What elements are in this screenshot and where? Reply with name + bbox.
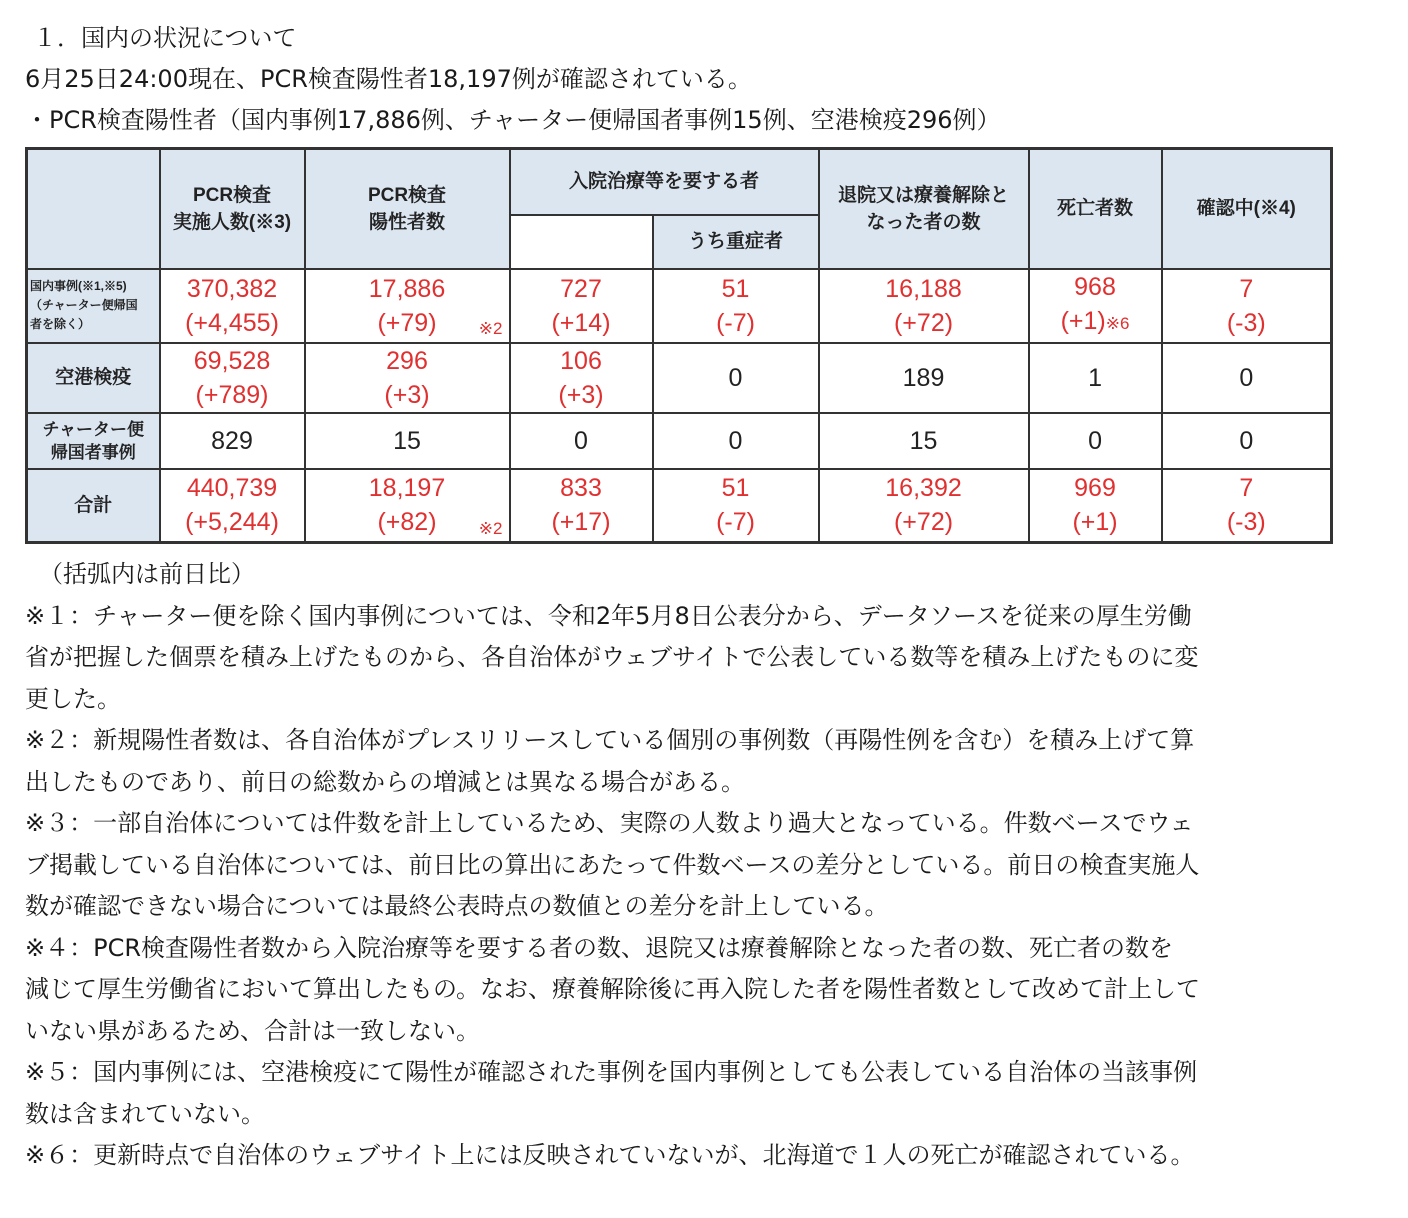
summary-text: 6月25日24:00現在、PCR検査陽性者18,197例が確認されている。 — [25, 65, 752, 93]
row-label-charter — [27, 413, 160, 469]
cell-discharged: 15 — [819, 413, 1029, 469]
cell-positive — [305, 269, 510, 343]
cell-deaths: 1 — [1029, 343, 1162, 413]
row-label-text: 帰国者事例 — [50, 442, 136, 462]
cell-diff: (+4,455) — [185, 308, 279, 337]
note-mark: ※6 — [1105, 314, 1130, 333]
cell-severe: 0 — [653, 413, 819, 469]
cell-severe — [653, 269, 819, 343]
cell-diff: (+3) — [558, 380, 604, 409]
cell-diff: (-3) — [1226, 508, 1266, 537]
breakdown-text: ・PCR検査陽性者（国内事例17,886例、チャーター便帰国者事例15例、空港検疫296例） — [25, 106, 1001, 134]
note-4: いない県があるため、合計は一致しない。 — [25, 1016, 481, 1045]
note-1: 省が把握した個票を積み上げたものから、各自治体がウェブサイトで公表している数等を積み上げたものに変 — [25, 643, 1199, 671]
cell-value: 968 — [1074, 273, 1116, 301]
note-3: ブ掲載している自治体については、前日比の算出にあたって件数ベースの差分としている。前日の検査実施人 — [25, 850, 1200, 879]
note-4: 減じて厚生労働省において算出したもの。なお、療養解除後に再入院した者を陽性者数として改めて計上して — [25, 975, 1201, 1003]
cell-value: 7 — [1239, 274, 1254, 303]
paren-note: （括弧内は前日比） — [39, 560, 255, 588]
notes-section — [25, 554, 1395, 1177]
cell-checking: 0 — [1162, 343, 1332, 413]
note-4: ※４：PCR検査陽性者数から入院治療等を要する者の数、退院又は療養解除となった者の数、死亡者の数を — [25, 933, 1174, 962]
cell-hospitalized — [510, 343, 653, 413]
note-mark: ※2 — [478, 318, 503, 338]
cell-diff: (+789) — [195, 380, 269, 409]
header-severe: うち重症者 — [653, 215, 819, 269]
cell-diff: (-3) — [1226, 308, 1266, 337]
cell-tested — [160, 343, 305, 413]
cell-diff — [1030, 304, 1161, 341]
cell-hospitalized: 0 — [510, 413, 653, 469]
cell-hospitalized — [510, 269, 653, 343]
cell-checking: 0 — [1162, 413, 1332, 469]
cell-diff: (-7) — [716, 308, 755, 337]
cell-value: 440,739 — [186, 474, 278, 503]
row-label-text: （チャーター便帰国 — [30, 298, 138, 312]
row-label-airport: 空港検疫 — [27, 343, 160, 413]
cell-positive: 15 — [305, 413, 510, 469]
row-label-domestic — [27, 269, 160, 343]
cell-diff: (+5,244) — [185, 508, 279, 537]
cell-value: 16,392 — [885, 474, 962, 503]
cell-value: 17,886 — [368, 274, 446, 303]
cell-tested — [160, 469, 305, 543]
cell-value: 51 — [721, 274, 750, 303]
cell-checking — [1162, 469, 1332, 543]
cell-diff: (+82) — [377, 508, 437, 537]
cell-deaths — [1029, 469, 1162, 543]
row-label-text: チャーター便 — [42, 419, 144, 439]
cell-severe: 0 — [653, 343, 819, 413]
cell-tested — [160, 269, 305, 343]
note-2: ※２：新規陽性者数は、各自治体がプレスリリースしている個別の事例数（再陽性例を含む）を積み上げて算 — [25, 726, 1195, 754]
cell-severe — [653, 469, 819, 543]
cell-deaths — [1029, 269, 1162, 343]
cell-value: 51 — [721, 474, 750, 503]
note-3: 数が確認できない場合については最終公表時点の数値との差分を計上している。 — [25, 892, 889, 920]
cell-diff: (+72) — [893, 308, 954, 337]
note-1: ※１：チャーター便を除く国内事例については、令和2年5月8日公表分から、データソースを従来の厚生労働 — [25, 601, 1192, 630]
cell-value: 296 — [386, 346, 428, 375]
header-text: 実施人数(※3) — [172, 211, 292, 233]
note-3: ※３：一部自治体については件数を計上しているため、実際の人数より過大となっている。件数ベースでウェ — [25, 809, 1194, 837]
cell-diff: (+72) — [893, 508, 954, 537]
cell-hospitalized — [510, 469, 653, 543]
cell-value: 370,382 — [186, 274, 278, 303]
table-row-domestic — [27, 269, 1332, 343]
header-discharged — [819, 149, 1029, 269]
note-1: 更した。 — [25, 684, 121, 713]
cell-diff: (+17) — [551, 508, 611, 537]
cell-value: 16,188 — [885, 274, 962, 303]
header-checking: 確認中(※4) — [1162, 149, 1332, 269]
table-row-airport — [27, 343, 1332, 413]
statistics-table — [25, 147, 1333, 544]
cell-value: 969 — [1074, 474, 1116, 503]
header-text: 陽性者数 — [368, 211, 445, 233]
cell-checking — [1162, 269, 1332, 343]
cell-value: 727 — [560, 274, 602, 303]
cell-discharged — [819, 469, 1029, 543]
corner-cell — [27, 149, 160, 269]
cell-diff: (+14) — [551, 308, 611, 337]
header-hospitalized-blank — [510, 215, 653, 269]
cell-value: 833 — [560, 474, 602, 503]
row-label-text: 者を除く） — [30, 317, 91, 331]
header-row-1 — [27, 149, 1332, 215]
cell-discharged — [819, 269, 1029, 343]
header-text: PCR検査 — [367, 184, 447, 206]
header-text: 退院又は療養解除と — [838, 184, 1010, 206]
cell-diff: (+79) — [377, 308, 437, 337]
cell-value: 106 — [560, 346, 602, 375]
cell-positive — [305, 469, 510, 543]
cell-diff: (-7) — [716, 508, 755, 537]
cell-value: 18,197 — [368, 474, 446, 503]
row-label-text: 国内事例(※1,※5) — [30, 279, 127, 293]
note-5: ※５：国内事例には、空港検疫にて陽性が確認された事例を国内事例としても公表している自治体の当該事例 — [25, 1058, 1198, 1086]
section-heading: １．国内の状況について — [33, 24, 297, 52]
header-text: PCR検査 — [192, 184, 272, 206]
cell-value: 69,528 — [193, 346, 271, 375]
cell-value: 7 — [1239, 474, 1254, 503]
header-pcr-positive — [305, 149, 510, 269]
table-row-charter — [27, 413, 1332, 469]
intro-section — [25, 18, 1395, 141]
cell-tested: 829 — [160, 413, 305, 469]
cell-deaths: 0 — [1029, 413, 1162, 469]
note-2: 出したものであり、前日の総数からの増減とは異なる場合がある。 — [25, 767, 745, 796]
header-text: なった者の数 — [866, 211, 981, 233]
row-label-total: 合計 — [27, 469, 160, 543]
table-row-total — [27, 469, 1332, 543]
cell-diff: (+1) — [1072, 508, 1118, 537]
header-hospitalized: 入院治療等を要する者 — [510, 149, 819, 215]
note-mark: ※2 — [478, 518, 503, 538]
cell-discharged: 189 — [819, 343, 1029, 413]
note-5: 数は含まれていない。 — [25, 1099, 265, 1128]
cell-diff-value: (+1) — [1060, 307, 1106, 335]
header-pcr-tested — [160, 149, 305, 269]
cell-diff: (+3) — [384, 380, 430, 409]
header-deaths: 死亡者数 — [1029, 149, 1162, 269]
note-6: ※６：更新時点で自治体のウェブサイト上には反映されていないが、北海道で１人の死亡が確認されている。 — [25, 1141, 1195, 1169]
cell-positive — [305, 343, 510, 413]
